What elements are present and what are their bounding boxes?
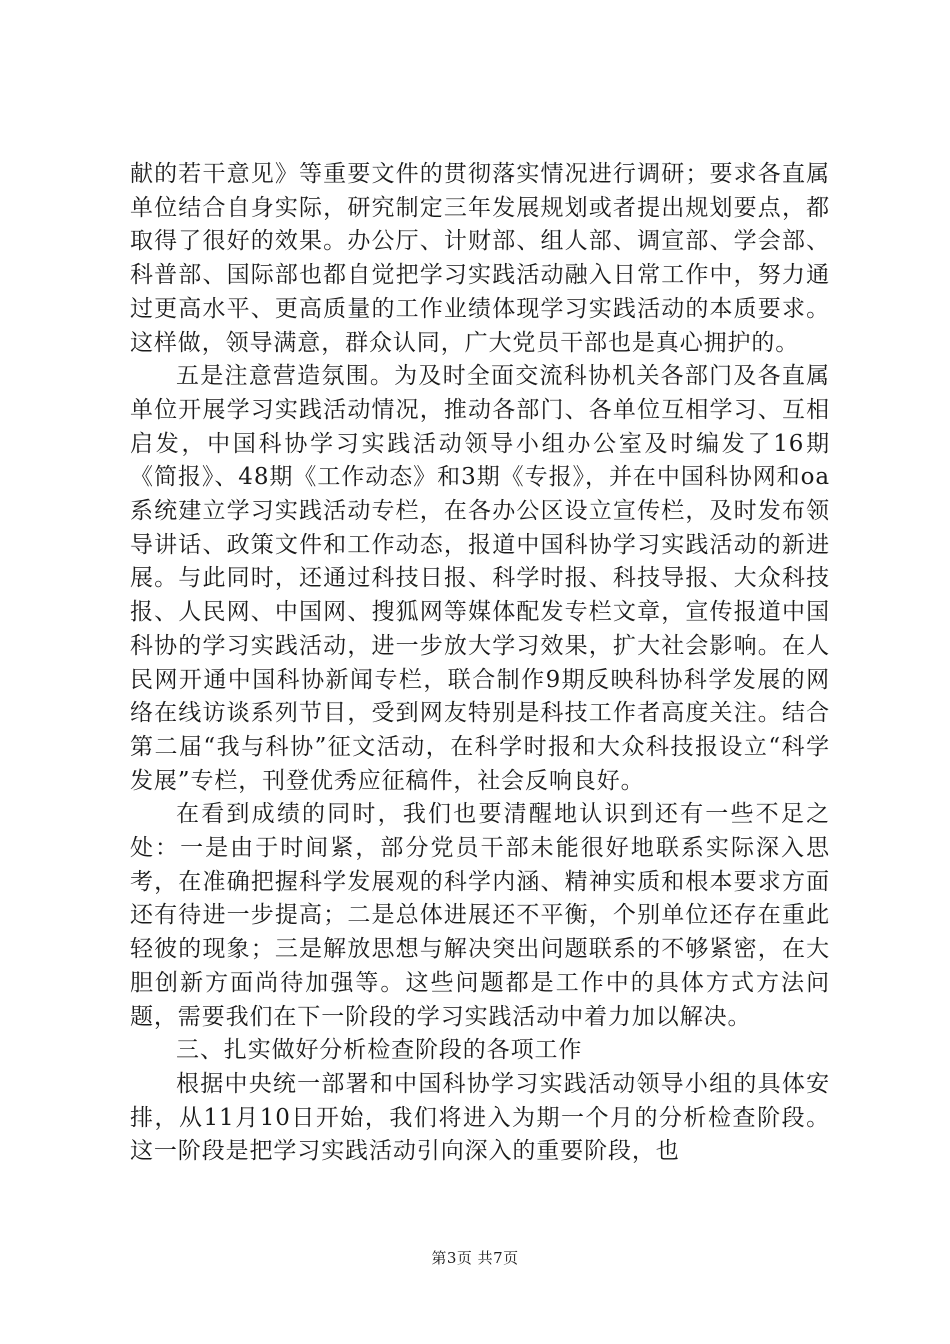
page-number-footer: 第3页 共7页: [431, 1249, 519, 1267]
paragraph-continuation: 献的若干意见》等重要文件的贯彻落实情况进行调研；要求各直属单位结合自身实际，研究制定三年发展规划或者提出规划要点，都取得了很好的效果。办公厅、计财部、组人部、调宣部、学会部、科普部、国际部也都自觉把学习实践活动融入日常工作中，努力通过更高水平、更高质量的工作业绩体现学习实践活动的本质要求。这样做，领导满意，群众认同，广大党员干部也是真心拥护的。: [130, 161, 830, 356]
document-body: [130, 158, 830, 1169]
paragraph-shortcomings: 在看到成绩的同时，我们也要清醒地认识到还有一些不足之处：一是由于时间紧，部分党员干部未能很好地联系实际深入思考，在准确把握科学发展观的科学内涵、精神实质和根本要求方面还有待进一步提高；二是总体进展还不平衡，个别单位还存在重此轻彼的现象；三是解放思想与解决突出问题联系的不够紧密，在大胆创新方面尚待加强等。这些问题都是工作中的具体方式方法问题，需要我们在下一阶段的学习实践活动中着力加以解决。: [130, 801, 830, 1030]
paragraph-analysis-stage: 根据中央统一部署和中国科协学习实践活动领导小组的具体安排，从11月10日开始，我们将进入为期一个月的分析检查阶段。这一阶段是把学习实践活动引向深入的重要阶段，也: [130, 1070, 830, 1165]
paragraph-atmosphere: 五是注意营造氛围。为及时全面交流科协机关各部门及各直属单位开展学习实践活动情况，推动各部门、各单位互相学习、互相启发，中国科协学习实践活动领导小组办公室及时编发了16期《简报》、48期《工作动态》和3期《专报》，并在中国科协网和oa系统建立学习实践活动专栏，在各办公区设立宣传栏，及时发布领导讲话、政策文件和工作动态，报道中国科协学习实践活动的新进展。与此同时，还通过科技日报、科学时报、科技导报、大众科技报、人民网、中国网、搜狐网等媒体配发专栏文章，宣传报道中国科协的学习实践活动，进一步放大学习效果，扩大社会影响。在人民网开通中国科协新闻专栏，联合制作9期反映科协科学发展的网络在线访谈系列节目，受到网友特别是科技工作者高度关注。结合第二届“我与科协”征文活动，在科学时报和大众科技报设立“科学发展”专栏，刊登优秀应征稿件，社会反响良好。: [130, 363, 830, 794]
section-heading: 三、扎实做好分析检查阶段的各项工作: [176, 1037, 583, 1064]
